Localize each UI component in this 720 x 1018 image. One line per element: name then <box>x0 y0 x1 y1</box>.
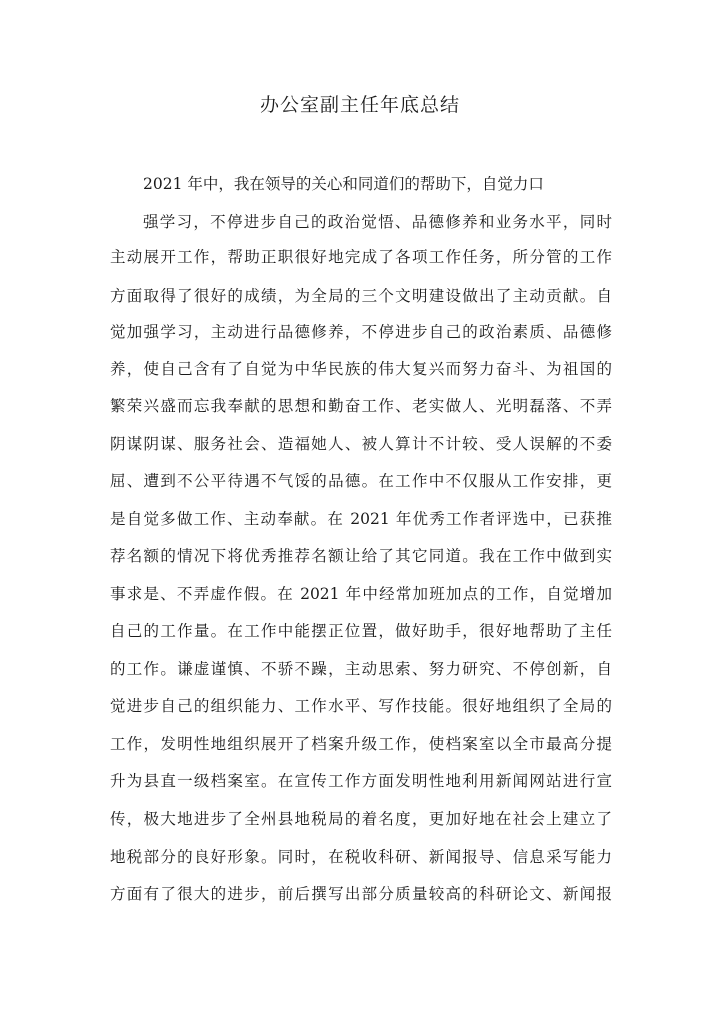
body-line: 工作，发明性地组织展开了档案升级工作，使档案室以全市最高分提 <box>110 735 612 753</box>
body-line: 事求是、不弄虚作假。在 2021 年中经常加班加点的工作，自觉增加 <box>110 585 612 603</box>
body-line: 觉加强学习，主动进行品德修养，不停进步自己的政治素质、品德修 <box>110 323 612 341</box>
body-line: 升为县直一级档案室。在宣传工作方面发明性地利用新闻网站进行宣 <box>110 772 612 790</box>
body-line: 传，极大地进步了全州县地税局的着名度，更加好地在社会上建立了 <box>110 810 612 828</box>
document-title: 办公室副主任年底总结 <box>259 94 460 116</box>
body-line: 方面取得了很好的成绩，为全局的三个文明建设做出了主动贡献。自 <box>110 287 612 305</box>
body-line: 主动展开工作，帮助正职很好地完成了各项工作任务，所分管的工作 <box>110 248 612 266</box>
body-line: 养，使自己含有了自觉为中华民族的伟大复兴而努力奋斗、为祖国的 <box>110 360 612 378</box>
body-line: 地税部分的良好形象。同时，在税收科研、新闻报导、信息采写能力 <box>110 848 612 866</box>
body-line: 觉进步自己的组织能力、工作水平、写作技能。很好地组织了全局的 <box>110 697 612 715</box>
body-line: 屈、遭到不公平待遇不气馁的品德。在工作中不仅服从工作安排，更 <box>110 472 612 490</box>
body-line: 繁荣兴盛而忘我奉献的思想和勤奋工作、老实做人、光明磊落、不弄 <box>110 397 612 415</box>
body-line: 荐名额的情况下将优秀推荐名额让给了其它同道。我在工作中做到实 <box>110 547 612 565</box>
body-line: 阴谋阴谋、服务社会、造福她人、被人算计不计较、受人误解的不委 <box>110 435 612 453</box>
body-line: 2021 年中，我在领导的关心和同道们的帮助下，自觉力口 <box>143 175 544 193</box>
body-line: 的工作。谦虚谨慎、不骄不躁，主动思索、努力研究、不停创新，自 <box>110 660 612 678</box>
body-line: 是自觉多做工作、主动奉献。在 2021 年优秀工作者评选中，已获推 <box>110 510 612 528</box>
body-line: 强学习，不停进步自己的政治觉悟、品德修养和业务水平，同时 <box>143 213 612 231</box>
body-line: 方面有了很大的进步，前后撰写出部分质量较高的科研论文、新闻报 <box>110 885 612 903</box>
body-line: 自己的工作量。在工作中能摆正位置，做好助手，很好地帮助了主任 <box>110 622 612 640</box>
